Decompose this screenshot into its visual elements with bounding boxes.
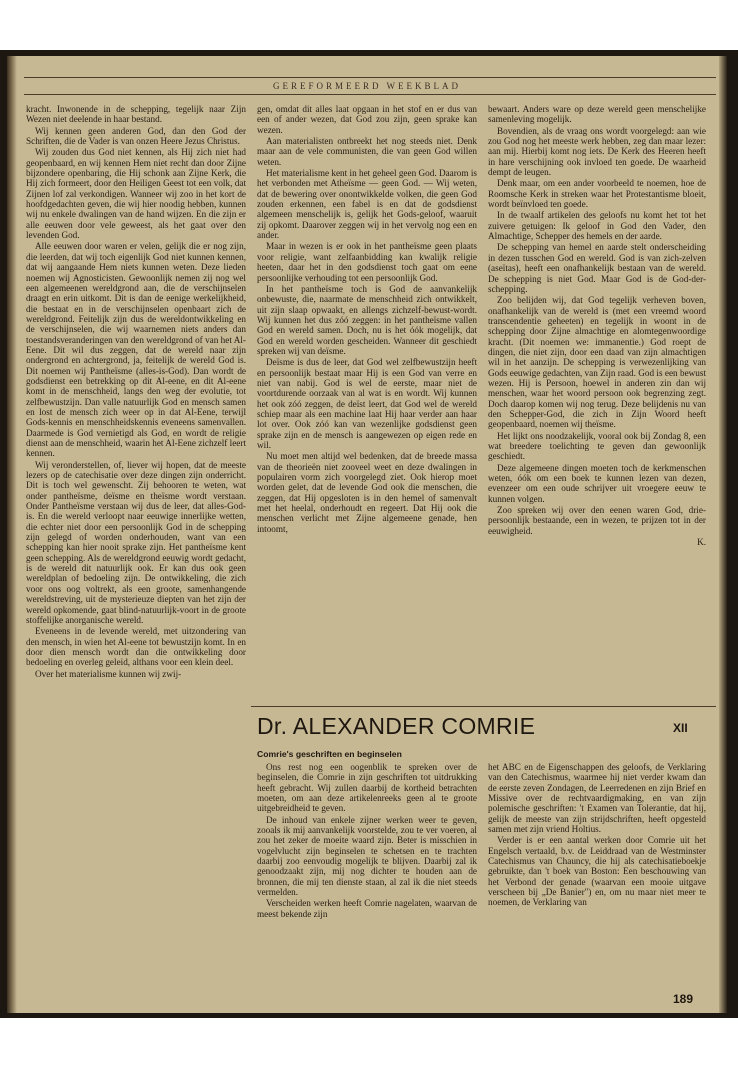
- column-5: [488, 762, 706, 909]
- page-edge-shadow: [719, 56, 727, 1013]
- paragraph: bewaart. Anders ware op deze wereld geen menschelijke samenleving mogelijk.: [488, 104, 706, 125]
- paragraph: In het pantheïsme toch is God de aanvankelijk onbewuste, die, naarmate de menschheid zich ontwikkelt, uit zijn slaap opwaakt, en allengs zichzelf-bewust-wordt. Wij kunnen het dus zóó zeggen: in het pantheïsme vallen God en wereld samen. Doch, nu is het óók mogelijk, dat God en wereld worden gescheiden. Wanneer dit geschiedt spreken wij van deïsme.: [257, 283, 477, 356]
- paragraph: kracht. Inwonende in de schepping, tegelijk naar Zijn Wezen niet deelende in haar bestand.: [26, 104, 246, 125]
- paragraph: Denk maar, om een ander voorbeeld te noemen, hoe de Roomsche Kerk in streken waar het Protestantisme bloeit, wordt beïnvloed ten goede.: [488, 178, 706, 210]
- article-title: Dr. ALEXANDER COMRIE: [257, 713, 536, 739]
- paragraph: Het materialisme kent in het geheel geen God. Daarom is het verbonden met Atheïsme — geen God. — Wij weten, dat de bewering over onontwikkelde volken, die geen God zouden erkennen, een fabel is en dat de godsdienst algemeen menschelijk is, gelijk het Gods-geloof, waaruit zij opkomt. Daarover zeggen wij in het vervolg nog een en ander.: [257, 168, 477, 241]
- author-signature: K.: [697, 537, 706, 548]
- paragraph: Alle eeuwen door waren er velen, gelijk die er nog zijn, die leerden, dat wij toch eigenlijk God niet kunnen kennen, dat wij aangaande Hem niets kunnen weten. Deze lieden noemen wij Agnosticisten. Gewoonlijk nemen zij nog wel een algemeenen wereldgrond aan, die de verschijnselen draagt en erin uitkomt. Dit is dan de eenige werkelijkheid, die bestaat en in de verschijnselen openbaart zich de wereldgrond. Feitelijk zijn dus de wereldontwikkeling en de verschijnselen, die wij waarnemen niets anders dan toestandsveranderingen van den wereldgrond of van het Al-Eene. Dit wil dus zeggen, dat de wereld naar zijn ondergrond en achtergrond, ja, feitelijk de wereld God is. Dit noemen wij Pantheïsme (alles-is-God). Dan wordt de godsdienst een betrekking op dit Al-eene, en dit Al-eene komt in de menschheid, langs den weg der evolutie, tot zelfbewustzijn. Dan valle natuurlijk God en mensch samen en lost de mensch zich weer op in dat Al-Eene, terwijl Gods-kennis en menschheidskennis eveneens samenvallen. Daarmede is God vernietigd als God, en wordt de religie dienst aan de menschheid, waarin het Al-Eene zichzelf leert kennen.: [26, 241, 246, 459]
- paragraph: Ons rest nog een oogenblik te spreken over de beginselen, die Comrie in zijn geschriften tot uitdrukking heeft gebracht. Wij zullen daarbij de kortheid betrachten moeten, om aan deze artikelenreeks geen al te groote uitgebreidheid te geven.: [257, 762, 477, 814]
- paragraph: Verder is er een aantal werken door Comrie uit het Engelsch vertaald, b.v. de Leiddraad van de Westminster Catechismus van Chauncy, die hij als catechisatieboekje gebruikte, dan 't boek van Boston: Een beschouwing van het Verbond der genade (waarvan een mooie uitgave verscheen bij „De Banier") en, om nu maar niet meer te noemen, de Verklaring van: [488, 835, 706, 908]
- paragraph: Over het materialisme kunnen wij zwij-: [35, 668, 182, 679]
- masthead-title: GEREFORMEERD WEEKBLAD: [272, 81, 462, 91]
- paragraph: Deze algemeene dingen moeten toch de kerkmenschen weten, óók om een boek te kunnen lezen van dezen, evenzeer om een oude schrijver uit vroegere eeuw te kunnen volgen.: [488, 462, 706, 504]
- paragraph: Het lijkt ons noodzakelijk, vooral ook bij Zondag 8, een wat breedere toelichting te geven dan gewoonlijk geschiedt.: [488, 430, 706, 462]
- paragraph: gen, omdat dit alles laat opgaan in het stof en er dus van een of ander wezen, dat God zou zijn, geen sprake kan wezen.: [257, 104, 477, 135]
- paragraph: Aan materialisten ontbreekt het nog steeds niet. Denk maar aan de vele communisten, die van geen God willen weten.: [257, 136, 477, 167]
- paragraph: Wij kennen geen anderen God, dan den God der Schriften, die de Vader is van onzen Heere Jezus Christus.: [26, 125, 246, 147]
- column-2: [257, 104, 477, 535]
- newspaper-page: [7, 56, 727, 1013]
- article-subtitle: Comrie's geschriften en beginselen: [257, 749, 402, 759]
- paragraph: Eveneens in de levende wereld, met uitzondering van den mensch, in wien het Al-eene tot bewustzijn komt. In en door dien mensch wordt dan die ontwikkeling door bedoeling en overleg geleid, althans voor een klein deel.: [26, 626, 246, 668]
- article-divider: [251, 706, 716, 707]
- paragraph: Bovendien, als de vraag ons wordt voorgelegd: aan wie zou God nog het meeste werk hebben, zeg dan maar lezer: aan mij. Hierbij komt nog iets. De Kerk des Heeren heeft in hare verschijning ook invloed ten goede. De waarheid dempt de leugen.: [488, 125, 706, 178]
- paragraph: In de twaalf artikelen des geloofs nu komt het tot het zuivere getuigen: Ik geloof in God den Vader, den Almachtige, Schepper des hemels en der aarde.: [488, 210, 706, 242]
- paragraph: Maar in wezen is er ook in het pantheïsme geen plaats voor religie, want zelfaanbidding kan kwalijk religie heeten, daar het in den godsdienst toch gaat om eene persoonlijke verhouding tot een persoonlijk God.: [257, 241, 477, 283]
- masthead-rule-bottom: [24, 94, 716, 95]
- paragraph: Verscheiden werken heeft Comrie nagelaten, waarvan de meest bekende zijn: [257, 898, 477, 919]
- masthead-rule-top: [24, 77, 716, 78]
- article-number: XII: [673, 721, 688, 735]
- page-number: 189: [673, 992, 694, 1006]
- paragraph: Nu moet men altijd wel bedenken, dat de breede massa van de theorieën niet zooveel weet en deze dwalingen in populairen vorm zich voorgelegd ziet. Ook hierop moet worden gelet, dat de levende God ook die menschen, die zeggen, dat Hij opgesloten is in den hemel of samenvalt met het heelal, onderhoudt en regeert. Dat Hij ook die menschen verlicht met Zijne algemeene genade, hen intoomt,: [257, 451, 477, 534]
- paragraph: De schepping van hemel en aarde stelt onderscheiding in dezen tusschen God en wereld. God is van zich-zelven (aseïtas), heeft een onafhankelijk bestaan van de wereld. De schepping is niet God. Maar God is de God-der-schepping.: [488, 242, 706, 294]
- paragraph: De inhoud van enkele zijner werken weer te geven, zooals ik mij aanvankelijk voorstelde, zou te ver voeren, al zou het zeker de moeite waard zijn. Beter is misschien in vogelvlucht zijn beginselen te schetsen en te trachten daarbij zoo eenvoudig mogelijk te blijven. Daarbij zal ik genoodzaakt zijn, mij nog dichter te houden aan de bronnen, die mij ten dienste staan, al zal ik die niet steeds vermelden.: [257, 814, 477, 898]
- paragraph: het ABC en de Eigenschappen des geloofs, de Verklaring van den Catechismus, waarmee hij niet verder kwam dan de eerste zeven Zondagen, de Leerredenen en zijn Brief en Missive over de rechtvaardigmaking, en van zijn polemische geschriften: 't Examen van Tolerantie, dat hij, gelijk de meeste van zijn strijdschriften, heeft opgesteld samen met zijn vriend Holtius.: [488, 762, 706, 835]
- paragraph: Deïsme is dus de leer, dat God wel zelfbewustzijn heeft en persoonlijk bestaat maar Hij is een God van verre en niet van nabij. God is wel de eerste, maar niet de voortdurende oorzaak van al wat is en wordt. Wij kunnen het ook zóó zeggen, de deïst leert, dat God wel de wereld schiep maar als een machine laat Hij haar verder aan haar lot over. Ook zóó kan van wezenlijke godsdienst geen sprake zijn en de mensch is aangewezen op eigen rede en wil.: [257, 357, 477, 450]
- paragraph: Zoo spreken wij over den eenen waren God, drie-persoonlijk bestaande, een in wezen, te prijzen tot in der eeuwigheid.: [488, 505, 706, 536]
- paragraph: Wij veronderstellen, of, liever wij hopen, dat de meeste lezers op de catechisatie over deze dingen zijn onderricht. Dit is toch wel gewenscht. Zij behooren te weten, wat onder pantheïsme, deïsme en theïsme wordt verstaan. Onder Pantheïsme verstaan wij dus de leer, dat alles-God-is. En die wereld verloopt naar eeuwige innerlijke wetten, die echter niet door een persoonlijk God in de schepping zijn gelegd of worden onderhouden, want van een schepping kan hier nooit sprake zijn. Het pantheïsme kent geen schepping. Als de wereldgrond eeuwig wordt gedacht, is de wereld dit natuurlijk ook. Er kan dus ook geen wereldplan of bedoeling zijn. De ontwikkeling, die zich voor ons oog voltrekt, als een groote, samenhangende wereldstreving, uit de mysterieuze diepten van het zijn der wereld opkomende, gaat blind-natuurlijk-voort in de groote stoffelijke anorganische wereld.: [26, 459, 246, 625]
- paragraph: Zoo belijden wij, dat God tegelijk verheven boven, onafhankelijk van de wereld is (met een vreemd woord transcendentie geheeten) en tegelijk in woont in de schepping door Zijne almachtige en alomtegenwoordige kracht. (Dit noemen we: immanentie.) God roept de dingen, die niet zijn, door een daad van zijn almachtigen wil in het aanzijn. De schepping is verwezenlijking van Gods eeuwige gedachten, van Zijn raad. God is een bewust wezen. Hij is Persoon, hoewel in anderen zin dan wij menschen, waar het woord persoon ook begrenzing zegt. Doch daarop komen wij nog terug. Deze belijdenis nu van den Schepper-God, die zich in Zijn Woord heeft geopenbaard, noemen wij theïsme.: [488, 295, 706, 430]
- column-4: [257, 762, 477, 920]
- column-3: [488, 104, 706, 548]
- binding-gutter: [7, 56, 17, 1013]
- paragraph: Wij zouden dus God niet kennen, als Hij zich niet had geopenbaard, en wij kennen Hem niet recht dan door Zijne bijzondere openbaring, die Hij schonk aan Zijne Kerk, die Hij zich formeert, door den Heiligen Geest tot een volk, dat Zijnen lof zal verkondigen. Wanneer wij zoo in het kort de hoofdgedachten geven, die wij hier noodig hebben, kunnen wij nu enkele dwalingen van de hand wijzen. En die zijn er alle eeuwen door vele geweest, als het gaat over den levenden God.: [26, 147, 246, 241]
- column-1: [26, 104, 246, 680]
